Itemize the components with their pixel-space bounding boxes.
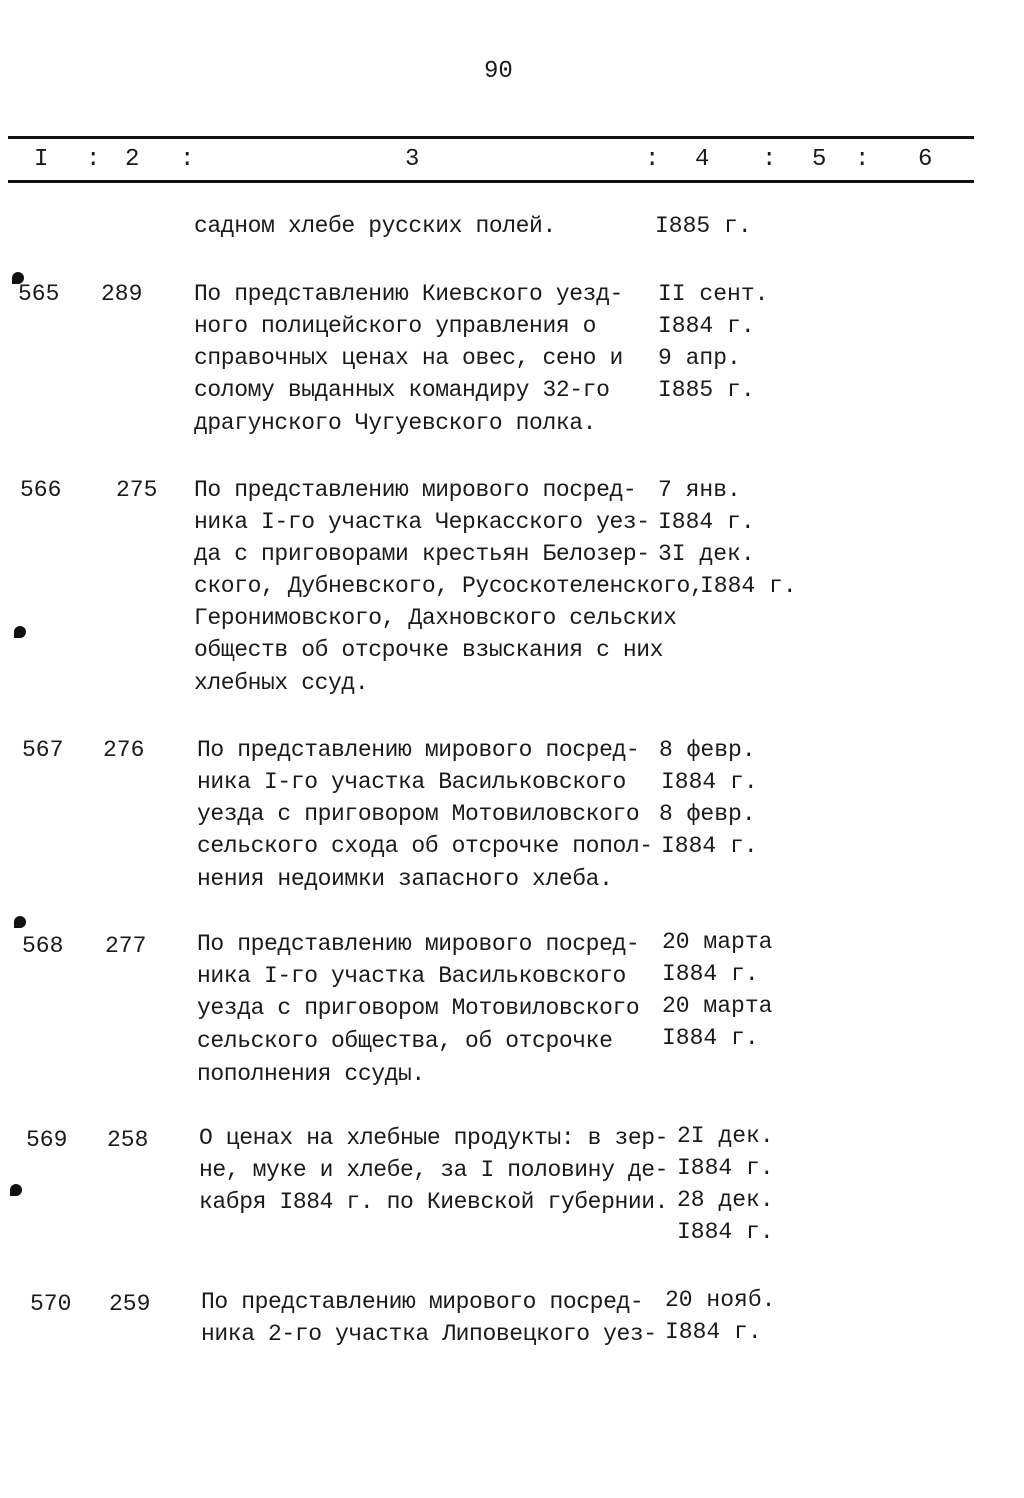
page-number: 90: [484, 58, 513, 85]
description-line: хлебных ссуд.: [194, 670, 369, 696]
hole-punch-mark: [10, 1184, 22, 1196]
date-line: 8 февр.: [659, 737, 756, 763]
col-header-1: I: [34, 146, 49, 173]
header-rule-top: [8, 136, 974, 139]
reference-number: 258: [107, 1127, 149, 1153]
description-line: сельского схода об отсрочке попол-: [197, 833, 653, 859]
col-separator: :: [86, 146, 101, 173]
description-line: По представлению мирового посред-: [201, 1289, 644, 1315]
date-line: I884 г.: [700, 573, 797, 599]
description-line: О ценах на хлебные продукты: в зер-: [199, 1125, 669, 1151]
description-line: ника I-го участка Васильковского: [197, 963, 626, 989]
description-line: Геронимовского, Дахновского сельских: [194, 605, 677, 631]
col-header-6: 6: [918, 146, 933, 173]
entry-number: 568: [22, 933, 64, 959]
hole-punch-mark: [14, 916, 26, 928]
date-line: I884 г.: [665, 1319, 762, 1345]
description-line: По представлению Киевского уезд-: [194, 281, 623, 307]
description-line: драгунского Чугуевского полка.: [194, 410, 597, 436]
date-line: II сент.: [658, 281, 769, 307]
description-line: уезда с приговором Мотовиловского: [197, 995, 640, 1021]
col-separator: :: [855, 146, 870, 173]
col-separator: :: [645, 146, 660, 173]
description-line: ского, Дубневского, Русоскотеленского,: [194, 573, 704, 599]
entry-number: 570: [30, 1291, 72, 1317]
date-line: I884 г.: [661, 833, 758, 859]
description-line: кабря I884 г. по Киевской губернии.: [199, 1189, 669, 1215]
description-line: пополнения ссуды.: [197, 1061, 425, 1087]
description-line: нения недоимки запасного хлеба.: [197, 866, 613, 892]
col-header-2: 2: [125, 146, 140, 173]
date-line: I884 г.: [662, 1025, 759, 1051]
reference-number: 289: [101, 281, 143, 307]
description-line: солому выданных командиру 32-го: [194, 377, 610, 403]
date-line: 20 нояб.: [665, 1287, 776, 1313]
date-line: 7 янв.: [658, 477, 741, 503]
description-line: По представлению мирового посред-: [194, 477, 637, 503]
date-line: 3I дек.: [658, 541, 755, 567]
col-separator: :: [762, 146, 777, 173]
header-rule-bottom: [8, 180, 974, 183]
description-line: не, муке и хлебе, за I половину де-: [199, 1157, 669, 1183]
col-header-3: 3: [405, 146, 420, 173]
date-line: I884 г.: [658, 509, 755, 535]
description-line: уезда с приговором Мотовиловского: [197, 801, 640, 827]
date-line: I884 г.: [661, 769, 758, 795]
hole-punch-mark: [14, 626, 26, 638]
description-line: ного полицейского управления о: [194, 313, 597, 339]
description-line: ника I-го участка Черкасского уез-: [194, 509, 650, 535]
date-line: I884 г.: [658, 313, 755, 339]
date-line: I885 г.: [655, 213, 752, 239]
description-line: да с приговорами крестьян Белозер-: [194, 541, 650, 567]
date-line: 9 апр.: [658, 345, 741, 371]
date-line: I884 г.: [677, 1219, 774, 1245]
reference-number: 275: [116, 477, 158, 503]
reference-number: 277: [105, 933, 147, 959]
description-line: ника 2-го участка Липовецкого уез-: [201, 1321, 657, 1347]
entry-number: 567: [22, 737, 64, 763]
col-header-5: 5: [812, 146, 827, 173]
description-line: обществ об отсрочке взыскания с них: [194, 637, 664, 663]
description-line: садном хлебе русских полей.: [194, 213, 556, 239]
entry-number: 569: [26, 1127, 68, 1153]
description-line: справочных ценах на овес, сено и: [194, 345, 623, 371]
description-line: По представлению мирового посред-: [197, 931, 640, 957]
date-line: 28 дек.: [677, 1187, 774, 1213]
reference-number: 259: [109, 1291, 151, 1317]
description-line: ника I-го участка Васильковского: [197, 769, 626, 795]
date-line: 2I дек.: [677, 1123, 774, 1149]
date-line: I884 г.: [677, 1155, 774, 1181]
entry-number: 566: [20, 477, 62, 503]
col-separator: :: [180, 146, 195, 173]
reference-number: 276: [103, 737, 145, 763]
description-line: сельского общества, об отсрочке: [197, 1028, 613, 1054]
date-line: 8 февр.: [659, 801, 756, 827]
date-line: 20 марта: [662, 929, 773, 955]
date-line: I884 г.: [662, 961, 759, 987]
description-line: По представлению мирового посред-: [197, 737, 640, 763]
date-line: I885 г.: [658, 377, 755, 403]
col-header-4: 4: [695, 146, 710, 173]
date-line: 20 марта: [662, 993, 773, 1019]
entry-number: 565: [18, 281, 60, 307]
